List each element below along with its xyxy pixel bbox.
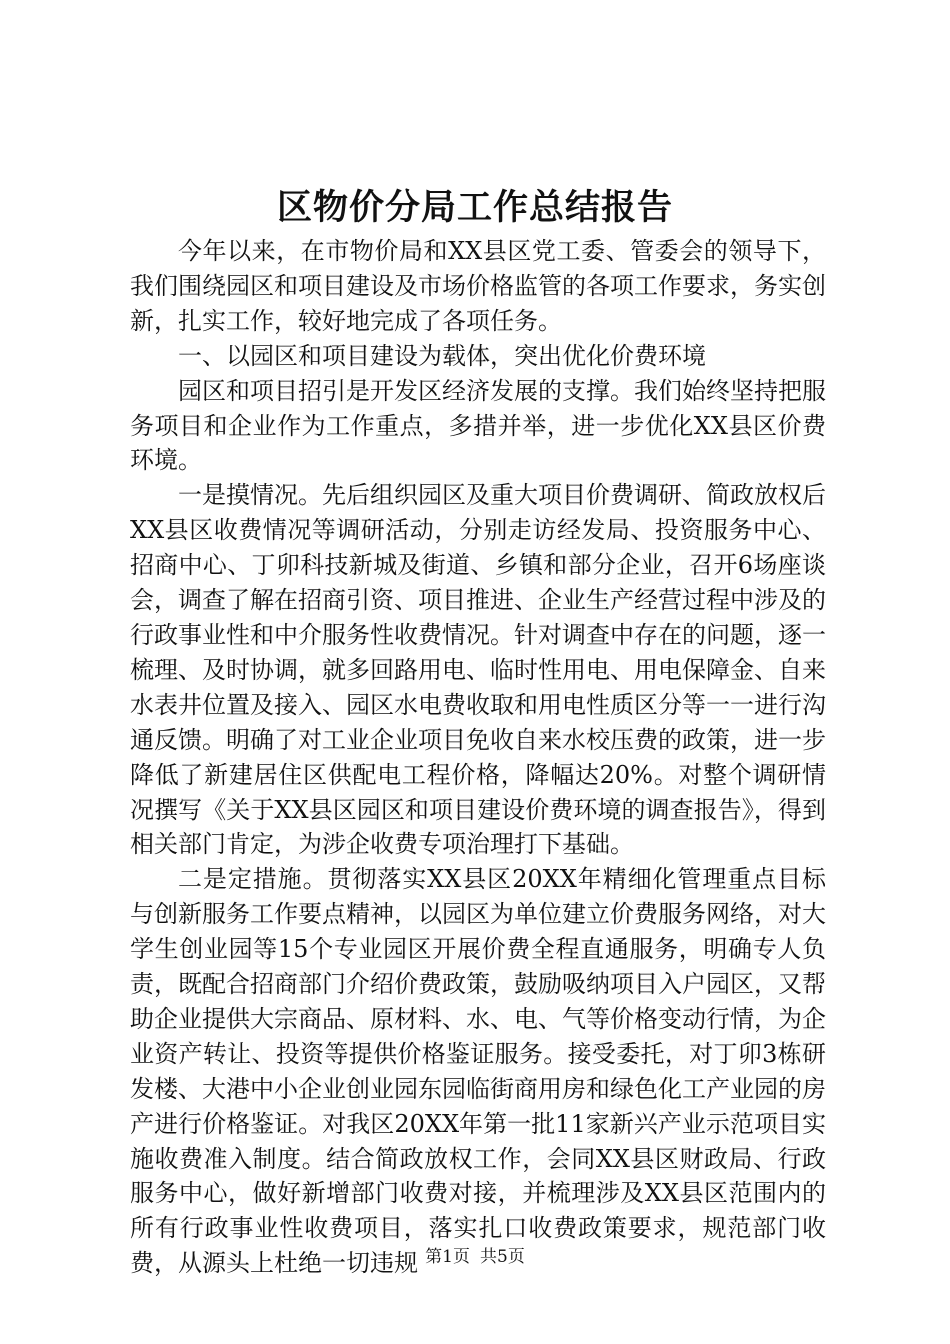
paragraph-measures: 二是定措施。贯彻落实XX县区20XX年精细化管理重点目标与创新服务工作要点精神，以园区为单位建立价费服务网络，对大学生创业园等15个专业园区开展价费全程直通服务，明确专人负责，既配合招商部门介绍价费政策，鼓励吸纳项目入户园区，又帮助企业提供大宗商品、原材料、水、电、气等价格变动行情，为企业资产转让、投资等提供价格鉴证服务。接受委托，对丁卯3栋研发楼、大港中小企业创业园东园临街商用房和绿色化工产业园的房产进行价格鉴证。对我区20XX年第一批11家新兴产业示范项目实施收费准入制度。结合简政放权工作，会同XX县区财政局、行政服务中心，做好新增部门收费对接，并梳理涉及XX县区范围内的所有行政事业性收费项目，落实扎口收费政策要求，规范部门收费，从源头上杜绝一切违规 xyxy=(130,865,826,1278)
page-footer xyxy=(0,1245,950,1269)
document-title: 区物价分局工作总结报告 xyxy=(276,187,673,228)
document-body xyxy=(130,234,826,1281)
paragraph-section-1-intro: 园区和项目招引是开发区经济发展的支撑。我们始终坚持把服务项目和企业作为工作重点，多措并举，进一步优化XX县区价费环境。 xyxy=(130,376,826,475)
page-total: 共5页 xyxy=(480,1247,525,1267)
section-heading-1: 一、以园区和项目建设为载体，突出优化价费环境 xyxy=(178,341,706,370)
paragraph-investigation: 一是摸情况。先后组织园区及重大项目价费调研、简政放权后XX县区收费情况等调研活动，分别走访经发局、投资服务中心、招商中心、丁卯科技新城及街道、乡镇和部分企业，召开6场座谈会，调查了解在招商引资、项目推进、企业生产经营过程中涉及的行政事业性和中介服务性收费情况。针对调查中存在的问题，逐一梳理、及时协调，就多回路用电、临时性用电、用电保障金、自来水表井位置及接入、园区水电费收取和用电性质区分等一一进行沟通反馈。明确了对工业企业项目免收自来水校压费的政策，进一步降低了新建居住区供配电工程价格，降幅达20%。对整个调研情况撰写《关于XX县区园区和项目建设价费环境的调查报告》，得到相关部门肯定，为涉企收费专项治理打下基础。 xyxy=(130,481,826,859)
paragraph-intro: 今年以来，在市物价局和XX县区党工委、管委会的领导下，我们围绕园区和项目建设及市场价格监管的各项工作要求，务实创新，扎实工作，较好地完成了各项任务。 xyxy=(130,237,826,335)
page-number: 第1页 xyxy=(425,1247,470,1267)
